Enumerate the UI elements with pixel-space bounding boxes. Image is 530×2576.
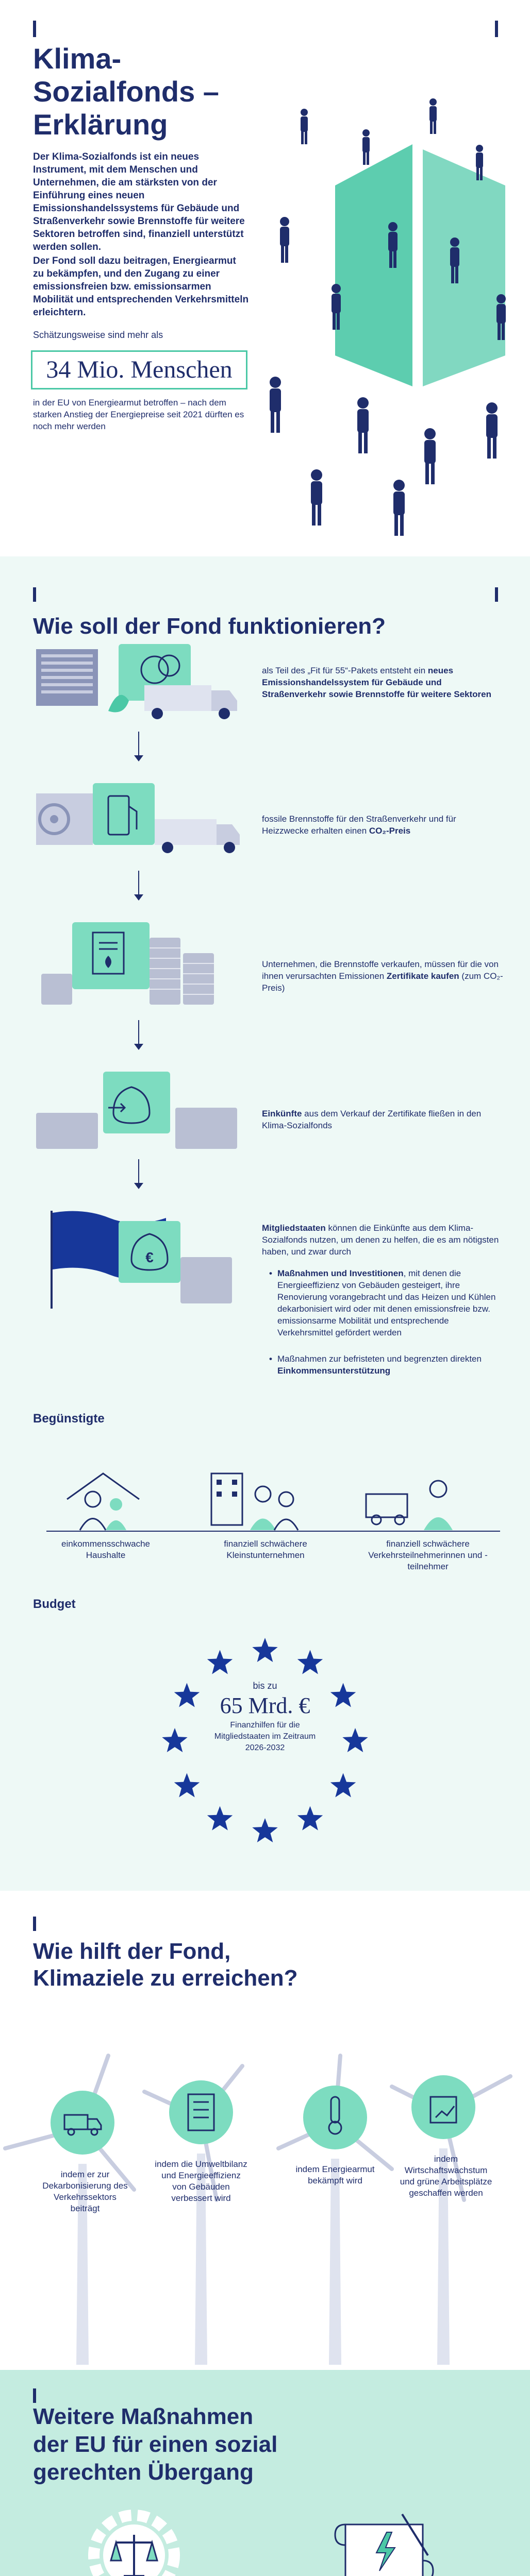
beneficiary-households: einkommensschwache Haushalte — [61, 1539, 150, 1560]
budget-description: Finanzhilfen für die Mitgliedstaaten im Zeitraum 2026-2032 — [214, 1721, 316, 1752]
people-count-box: 34 Mio. Menschen — [31, 350, 247, 389]
bullet-measures — [277, 1267, 504, 1338]
bullet-measures-text: , mit denen die Energieeffizienz von Gebäuden gesteigert, ihre Renovierung vorangebracht und das Heizen und Kühlen dekarbonisiert wird oder mit denen emissionsfreie bzw. emissionsarme Mobilität und entsprechende Verkehrsmittel gefördert werden — [277, 1268, 496, 1337]
micro-enterprise-icon — [211, 1473, 298, 1530]
climate-title-line1: Wie hilft der Fond, — [33, 1939, 231, 1964]
step3-text-a: Unternehmen, die Brennstoffe verkaufen, müssen für die von ihnen verursachten Emissionen — [262, 959, 499, 981]
step3-text-b: Zertifikate kaufen — [386, 971, 459, 981]
intro-section — [0, 0, 530, 556]
step1-text — [262, 665, 504, 700]
crowd-illustration — [258, 67, 526, 541]
step4-illustration — [31, 1066, 247, 1154]
step2-green-tile — [93, 783, 155, 845]
step1-text-b: neues Emissionshandelssystem für Gebäude und Straßenverkehr sowie Brennstoffe für weitere Sektoren — [262, 666, 491, 699]
flow-arrow-2-head — [134, 894, 143, 901]
step4-text-b: Einkünfte — [262, 1109, 302, 1118]
page-title-line2: Sozialfonds – Erklärung — [33, 75, 219, 141]
intro-paragraph-2: Der Fond soll dazu beitragen, Energiearmut zu bekämpfen, und den Zugang zu einer emissionsfreien bzw. emissionsarmen Mobilität und entsprechenden Verkehrsmitteln erleichtern. — [33, 256, 249, 318]
eu-star-icon — [342, 1728, 368, 1752]
eu-star-icon — [297, 1650, 323, 1674]
goal-transport: indem er zur Dekarbonisierung des Verkehrssektors beiträgt — [42, 2170, 128, 2213]
estimate-label: Schätzungsweise sind mehr als — [33, 330, 163, 340]
bullet-income — [277, 1353, 504, 1377]
title-accent-bar-top-right — [495, 21, 498, 37]
budget-prefix: bis zu — [253, 1681, 277, 1691]
eu-star-icon — [174, 1773, 200, 1798]
household-icon — [67, 1473, 139, 1530]
eu-star-icon — [330, 1683, 356, 1707]
flow-arrow-4 — [138, 1159, 139, 1185]
climate-title-line2: Klimaziele zu erreichen? — [33, 1965, 298, 1991]
goal-energy-poverty: indem Energiearmut bekämpft wird — [295, 2164, 375, 2185]
step3-illustration — [31, 917, 247, 1015]
eu-star-icon — [207, 1806, 233, 1831]
step2-text — [262, 813, 504, 837]
section4-accent-bar — [33, 2388, 36, 2403]
turbine-towers — [76, 2148, 450, 2365]
goal-buildings: indem die Umweltbilanz und Energieeffizienz von Gebäuden verbessert wird — [155, 2159, 247, 2203]
step4-text-a: aus dem Verkauf der Zertifikate fließen in den Klima-Sozialfonds — [262, 1109, 482, 1130]
flow-arrow-2 — [138, 871, 139, 896]
step5-illustration — [31, 1200, 247, 1314]
section3-accent-bar — [33, 1917, 36, 1931]
coin-stacks-icon-3 — [180, 1257, 232, 1303]
flow-arrow-1 — [138, 732, 139, 757]
eu-star-icon — [174, 1683, 200, 1707]
flow-arrow-3 — [138, 1020, 139, 1046]
energy-law-document-icon — [325, 2504, 449, 2576]
further-title-line3: gerechten Übergang — [33, 2460, 254, 2485]
intro-paragraph-1: Der Klima-Sozialfonds ist ein neues Instrument, mit dem Menschen und Unternehmen, die am stärksten von der Einführung eines neuen Emissionshandelssystems für Gebäude und Straßenverkehr sowie Brennstoffe für weitere Sektoren betroffen sind, finanziell unterstützt werden sollen. — [33, 151, 245, 252]
bullet-income-bold: Einkommensunterstützung — [277, 1366, 391, 1376]
step5-text-a: können die Einkünfte aus dem Klima-Sozialfonds nutzen, um denen zu helfen, die es am nötigsten haben, und zwar durch — [262, 1223, 499, 1257]
further-title-line2: der EU für einen sozial — [33, 2432, 278, 2457]
flow-arrow-4-head — [134, 1183, 143, 1189]
eu-star-icon — [162, 1728, 187, 1752]
step5-text-b: Mitgliedstaaten — [262, 1223, 326, 1233]
step4-green-tile — [103, 1072, 170, 1133]
section-accent-bar — [33, 587, 36, 602]
climate-title — [33, 1938, 298, 1992]
budget-title: Budget — [33, 1597, 76, 1611]
light-beam-left — [335, 144, 412, 386]
budget-amount: 65 Mrd. € — [220, 1693, 310, 1718]
commuter-icon — [366, 1481, 453, 1530]
budget-text-block — [212, 1680, 318, 1754]
goal-green-jobs: indem Wirtschaftswachstum und grüne Arbeitsplätze geschaffen werden — [400, 2154, 492, 2198]
step4-text — [262, 1108, 504, 1131]
goal-circles — [51, 2075, 475, 2155]
step3-text-c: (zum CO₂-Preis) — [262, 971, 503, 993]
heat-pump-icon — [36, 793, 93, 845]
further-title-line1: Weitere Maßnahmen — [33, 2404, 254, 2429]
leaf-icon — [108, 695, 129, 713]
eu-star-icon — [297, 1806, 323, 1831]
truck-icon-2 — [155, 819, 240, 853]
eu-star-icon — [207, 1650, 233, 1674]
title-accent-bar — [33, 21, 36, 37]
euro-symbol: € — [145, 1249, 154, 1265]
page-title-line1: Klima- — [33, 42, 122, 75]
beneficiaries-illustration — [46, 1463, 500, 1535]
truck-icon — [144, 685, 237, 719]
flow-arrow-3-head — [134, 1044, 143, 1050]
step2-illustration — [31, 778, 247, 866]
fund-title: Wie soll der Fond funktionieren? — [33, 614, 386, 639]
light-beam-right — [423, 149, 505, 386]
section-accent-bar-right — [495, 587, 498, 602]
flow-arrow-1-head — [134, 755, 143, 761]
eu-star-icon — [252, 1638, 277, 1662]
step2-text-a: fossile Brennstoffe für den Straßenverkehr und für Heizzwecke erhalten einen — [262, 814, 456, 836]
climate-section — [0, 1891, 530, 2370]
further-measures-section — [0, 2370, 530, 2576]
eu-star-icon — [330, 1773, 356, 1798]
eu-star-icon — [252, 1818, 277, 1842]
further-title — [33, 2403, 277, 2486]
beneficiary-transport-users: finanziell schwächere Verkehrsteilnehmerinnen und -teilnehmer — [368, 1539, 488, 1571]
step3-text — [262, 958, 504, 994]
gear-scales-icon — [72, 2504, 196, 2576]
step1-illustration — [31, 639, 247, 726]
beneficiary-micro-enterprises: finanziell schwächere Kleinstunternehmen — [224, 1539, 307, 1560]
step2-text-b: CO₂-Preis — [369, 826, 411, 836]
step5-text — [262, 1222, 504, 1258]
bullet-measures-bold: Maßnahmen und Investitionen — [277, 1268, 404, 1278]
estimate-text: in der EU von Energiearmut betroffen – nach dem starken Anstieg der Energiepreise seit 2021 dürften es noch mehr werden — [33, 398, 244, 431]
step1-text-a: als Teil des „Fit für 55“-Pakets entsteht ein — [262, 666, 428, 675]
bullet-income-text: Maßnahmen zur befristeten und begrenzten direkten — [277, 1354, 482, 1364]
beneficiaries-title: Begünstigte — [33, 1412, 105, 1426]
